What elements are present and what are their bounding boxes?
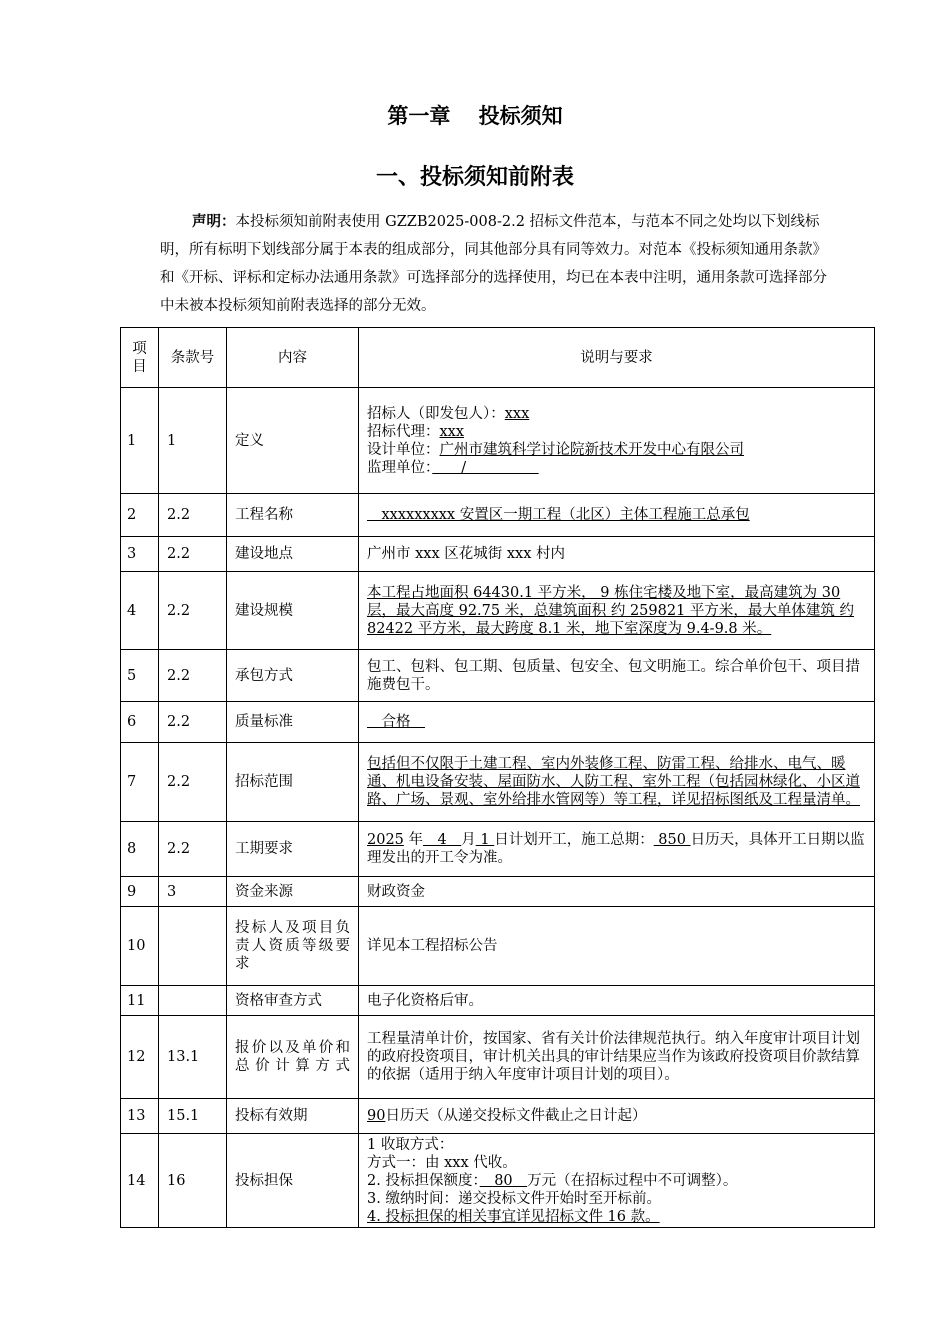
row-desc (359, 494, 875, 537)
row-no: 2 (121, 494, 159, 537)
row-no: 6 (121, 702, 159, 743)
text-day: 日计划开工，施工总期： (494, 832, 654, 848)
table-row (121, 877, 875, 907)
table-row (121, 650, 875, 702)
table-row (121, 572, 875, 650)
row-clause (159, 907, 227, 986)
row-clause: 2.2 (159, 822, 227, 877)
row-clause: 2.2 (159, 743, 227, 822)
row-content: 质量标准 (227, 702, 359, 743)
row-clause: 1 (159, 388, 227, 494)
validity-text: 日历天（从递交投标文件截止之日计起） (385, 1108, 647, 1124)
row-content: 建设规模 (227, 572, 359, 650)
row-no: 7 (121, 743, 159, 822)
row-clause: 15.1 (159, 1099, 227, 1134)
row-no: 13 (121, 1099, 159, 1134)
row-no: 3 (121, 537, 159, 572)
row-content: 资金来源 (227, 877, 359, 907)
row-desc (359, 743, 875, 822)
table-row (121, 1016, 875, 1099)
row-desc: 电子化资格后审。 (359, 986, 875, 1016)
table-row (121, 494, 875, 537)
row-no: 5 (121, 650, 159, 702)
section-title: 一、投标须知前附表 (375, 165, 574, 190)
row-desc (359, 388, 875, 494)
supervisor-value: / (432, 459, 539, 476)
row-content: 工程名称 (227, 494, 359, 537)
agent-value: xxx (439, 423, 465, 440)
row-no: 12 (121, 1016, 159, 1099)
row-desc (359, 822, 875, 877)
quality-standard: 合格 (367, 714, 425, 730)
row-content: 资格审查方式 (227, 986, 359, 1016)
row-desc: 工程量清单计价，按国家、省有关计价法律规范执行。纳入年度审计项目计划的政府投资项目，审计机关出具的审计结果应当作为该政府投资项目价款结算的依据（适用于纳入年度审计项目计划的项目）。 (359, 1016, 875, 1099)
declaration-text: 本投标须知前附表使用 GZZB2025-008-2.2 招标文件范本，与范本不同之处均以下划线标明，所有标明下划线部分属于本表的组成部分，同其他部分具有同等效力。对范本《投标须知通用条款》和《开标、评标和定标办法通用条款》可选择部分的选择使用，均已在本表中注明，通用条款可选择部分中未被本投标须知前附表选择的部分无效。 (160, 214, 827, 314)
table-header-row (121, 328, 875, 388)
row-no: 8 (121, 822, 159, 877)
scope-text: 包括但不仅限于土建工程、室内外装修工程、防雷工程、给排水、电气、暖通、机电设备安装、屋面防水、人防工程、室外工程（包括园林绿化、小区道路、广场、景观、室外给排水管网等）等工程，详见招标图纸及工程量清单。 (367, 756, 860, 808)
declaration-label: 声明： (192, 214, 236, 230)
row-clause: 16 (159, 1134, 227, 1228)
table-row (121, 1134, 875, 1228)
row-content: 报价以及单价和总价计算方式 (227, 1016, 359, 1099)
row-clause: 2.2 (159, 494, 227, 537)
guarantee-line-2: 方式一：由 xxx 代收。 (367, 1154, 517, 1171)
guarantee-amount-text: 万元（在招标过程中不可调整）。 (527, 1172, 738, 1189)
bidding-table (120, 327, 875, 1228)
row-content: 承包方式 (227, 650, 359, 702)
total-days: 850 (653, 832, 691, 848)
row-desc: 广州市 xxx 区花城街 xxx 村内 (359, 537, 875, 572)
table-row (121, 702, 875, 743)
row-content: 建设地点 (227, 537, 359, 572)
row-content: 定义 (227, 388, 359, 494)
validity-days: 90 (367, 1108, 386, 1124)
tenderer-label: 招标人（即发包人）： (367, 405, 505, 422)
row-desc (359, 702, 875, 743)
table-row (121, 1099, 875, 1134)
text-month: 月 (461, 832, 476, 848)
designer-label: 设计单位： (367, 441, 440, 458)
row-clause: 3 (159, 877, 227, 907)
table-row (121, 822, 875, 877)
table-row (121, 537, 875, 572)
table-row (121, 986, 875, 1016)
scale-text: 本工程占地面积 64430.1 平方米， 9 栋住宅楼及地下室，最高建筑为 30 层，最大高度 92.75 米，总建筑面积 约 259821 平方米，最大单体建筑 约 82422 平方米，最大跨度 8.1 米，地下室深度为 9.4-9.8 米。 (367, 584, 855, 637)
text-days: 日历天，具体开工日期以监理发出的开工令为准。 (367, 832, 865, 866)
guarantee-line-4: 3. 缴纳时间：递交投标文件开始时至开标前。 (367, 1190, 661, 1207)
text-year: 年 (403, 832, 424, 848)
header-content: 内容 (227, 328, 359, 388)
project-name: xxxxxxxxx 安置区一期工程（北区）主体工程施工总承包 (367, 507, 750, 523)
row-clause (159, 986, 227, 1016)
start-year: 2025 (367, 832, 404, 848)
row-content: 投标人及项目负责人资质等级要求 (227, 907, 359, 986)
table-row (121, 743, 875, 822)
guarantee-amount-label: 2. 投标担保额度： (367, 1172, 480, 1189)
row-clause: 2.2 (159, 537, 227, 572)
row-no: 14 (121, 1134, 159, 1228)
table-row (121, 388, 875, 494)
row-desc: 详见本工程招标公告 (359, 907, 875, 986)
guarantee-line-1: 1 收取方式： (367, 1136, 454, 1153)
row-no: 9 (121, 877, 159, 907)
start-day: 1 (475, 832, 495, 848)
start-month: 4 (423, 832, 462, 848)
header-clause: 条款号 (159, 328, 227, 388)
row-content: 招标范围 (227, 743, 359, 822)
chapter-title: 第一章 投标须知 (387, 104, 563, 128)
row-desc: 包工、包料、包工期、包质量、包安全、包文明施工。综合单价包干、项目措施费包干。 (359, 650, 875, 702)
row-desc: 财政资金 (359, 877, 875, 907)
row-no: 10 (121, 907, 159, 986)
row-content: 投标有效期 (227, 1099, 359, 1134)
designer-value: 广州市建筑科学讨论院新技术开发中心有限公司 (439, 441, 744, 458)
header-no: 项目 (121, 328, 159, 388)
row-clause: 2.2 (159, 702, 227, 743)
row-no: 4 (121, 572, 159, 650)
row-content: 投标担保 (227, 1134, 359, 1228)
agent-label: 招标代理： (367, 423, 440, 440)
guarantee-amount: 80 (479, 1172, 528, 1189)
row-desc (359, 1099, 875, 1134)
guarantee-line-5: 4. 投标担保的相关事宜详见招标文件 16 款。 (367, 1208, 660, 1225)
declaration (160, 208, 838, 320)
row-desc (359, 1134, 875, 1228)
header-desc: 说明与要求 (359, 328, 875, 388)
tenderer-value: xxx (504, 405, 530, 422)
row-content: 工期要求 (227, 822, 359, 877)
row-desc (359, 572, 875, 650)
row-no: 11 (121, 986, 159, 1016)
row-no: 1 (121, 388, 159, 494)
row-clause: 2.2 (159, 650, 227, 702)
row-clause: 2.2 (159, 572, 227, 650)
row-clause: 13.1 (159, 1016, 227, 1099)
supervisor-label: 监理单位： (367, 459, 433, 476)
table-row (121, 907, 875, 986)
